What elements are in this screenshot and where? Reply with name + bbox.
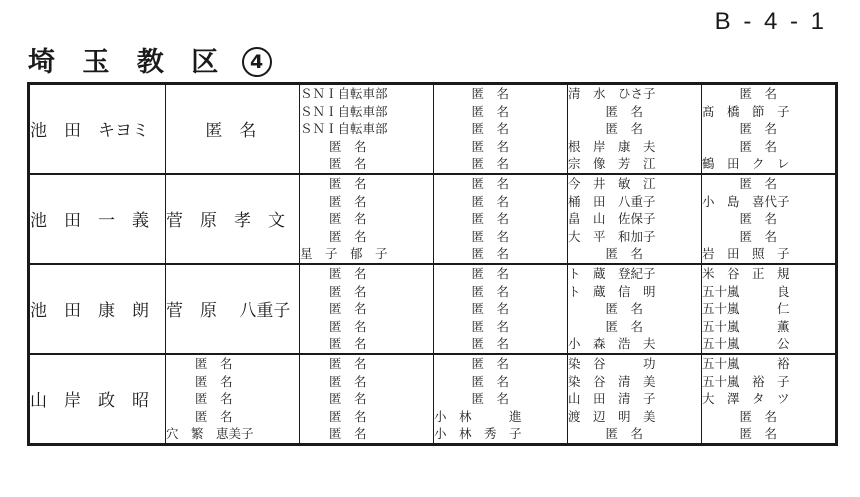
list-item: 桶 田 八重子 <box>568 193 656 209</box>
main-name: 池 田 一 義 <box>30 211 149 232</box>
list-item: 匿 名 <box>434 193 510 209</box>
list-item: 匿 名 <box>434 265 510 281</box>
list-item: 匿 名 <box>434 391 510 407</box>
list-item: 匿 名 <box>300 228 367 244</box>
list-item: 大 平 和加子 <box>568 228 656 244</box>
list-cell <box>702 354 837 444</box>
list-item: 山 田 清 子 <box>568 391 656 407</box>
main-name: 山 岸 政 昭 <box>30 391 149 412</box>
list-item: 匿 名 <box>434 301 510 317</box>
list-item: 匿 名 <box>166 408 233 424</box>
list-item: 匿 名 <box>300 211 367 227</box>
second-name-cell <box>166 174 300 264</box>
list-cell <box>702 264 837 354</box>
list-item: 匿 名 <box>434 175 510 191</box>
list-item: 匿 名 <box>300 373 367 389</box>
list-item: 小 島 喜代子 <box>702 193 790 209</box>
list-cell <box>300 84 434 174</box>
list-item: 匿 名 <box>300 175 367 191</box>
page-code: B - 4 - 1 <box>714 8 827 35</box>
list-item: 匿 名 <box>568 318 644 334</box>
list-item: 小 林 秀 子 <box>434 426 522 442</box>
second-name: 菅 原 孝 文 <box>166 211 285 232</box>
list-item: 匿 名 <box>300 318 367 334</box>
list-item: 匿 名 <box>166 373 233 389</box>
list-item: 匿 名 <box>568 426 644 442</box>
list-cell <box>568 354 702 444</box>
list-item: 匿 名 <box>300 265 367 281</box>
list-item: 五十嵐 公 <box>702 336 790 352</box>
list-item: 匿 名 <box>300 336 367 352</box>
list-item: 大 澤 タ ツ <box>702 391 790 407</box>
list-item: 匿 名 <box>434 283 510 299</box>
list-item: 五十嵐 仁 <box>702 301 790 317</box>
list-cell <box>568 264 702 354</box>
title-text: 埼 玉 教 区 <box>28 47 228 78</box>
donor-table <box>27 82 838 446</box>
list-cell <box>300 174 434 264</box>
list-item: 匿 名 <box>434 228 510 244</box>
list-item: 匿 名 <box>568 121 644 137</box>
list-item: 匿 名 <box>300 426 367 442</box>
main-name: 池 田 康 朗 <box>30 301 149 322</box>
list-item: 匿 名 <box>702 408 778 424</box>
main-name-cell <box>29 174 166 264</box>
list-item: 髙 橋 節 子 <box>702 103 790 119</box>
list-cell <box>434 354 568 444</box>
list-item: 匿 名 <box>300 193 367 209</box>
list-item: 匿 名 <box>702 175 778 191</box>
list-cell <box>702 174 837 264</box>
second-name-cell <box>166 264 300 354</box>
list-item: 五十嵐 薫 <box>702 318 790 334</box>
second-name-cell <box>166 84 300 174</box>
table-row <box>29 354 837 444</box>
list-item: 匿 名 <box>300 301 367 317</box>
list-item: 小 林 進 <box>434 408 522 424</box>
second-name: 匿 名 <box>166 121 257 142</box>
list-item: 匿 名 <box>568 103 644 119</box>
list-item: 星 子 郁 子 <box>300 246 388 262</box>
list-cell <box>300 264 434 354</box>
list-cell <box>702 84 837 174</box>
list-item: ト 蔵 信 明 <box>568 283 656 299</box>
list-item: 匿 名 <box>702 121 778 137</box>
list-item: 匿 名 <box>300 391 367 407</box>
list-item: 匿 名 <box>702 426 778 442</box>
list-item: 匿 名 <box>702 211 778 227</box>
list-item: 匿 名 <box>568 246 644 262</box>
list-item: 五十嵐 裕 <box>702 355 790 371</box>
list-cell <box>434 264 568 354</box>
list-item: 匿 名 <box>300 283 367 299</box>
list-cell <box>434 84 568 174</box>
list-item: 五十嵐 良 <box>702 283 790 299</box>
list-item: ＳＮＩ自転車部 <box>300 86 388 101</box>
list-item: 匿 名 <box>166 355 233 371</box>
list-cell <box>568 84 702 174</box>
list-item: 五十嵐 裕 子 <box>702 373 790 389</box>
table-row <box>29 264 837 354</box>
main-name-cell <box>29 354 166 444</box>
list-item: 匿 名 <box>568 301 644 317</box>
list-item: 鶴 田 ク レ <box>702 156 790 172</box>
list-item: 匿 名 <box>300 138 367 154</box>
main-name: 池 田 キヨミ <box>30 121 149 142</box>
list-item: ＳＮＩ自転車部 <box>300 121 388 137</box>
list-item: 清 水 ひさ子 <box>568 86 656 101</box>
list-item: 匿 名 <box>434 373 510 389</box>
title-number-badge: 4 <box>242 47 272 77</box>
list-item: 匿 名 <box>434 318 510 334</box>
list-item: ト 蔵 登紀子 <box>568 265 656 281</box>
list-item: 匿 名 <box>434 103 510 119</box>
list-item: 匿 名 <box>166 391 233 407</box>
list-item: 渡 辺 明 美 <box>568 408 656 424</box>
list-item: 匿 名 <box>702 86 778 101</box>
list-item: 根 岸 康 夫 <box>568 138 656 154</box>
list-item: 匿 名 <box>434 336 510 352</box>
list-item: 匿 名 <box>434 246 510 262</box>
list-item: 米 谷 正 規 <box>702 265 790 281</box>
list-cell <box>300 354 434 444</box>
list-item: 匿 名 <box>300 408 367 424</box>
list-item: 染 谷 功 <box>568 355 656 371</box>
table-row <box>29 174 837 264</box>
list-cell <box>434 174 568 264</box>
list-item: 匿 名 <box>434 138 510 154</box>
list-item: 匿 名 <box>702 138 778 154</box>
list-cell <box>568 174 702 264</box>
list-item: 宗 像 芳 江 <box>568 156 656 172</box>
list-item: ＳＮＩ自転車部 <box>300 103 388 119</box>
list-item: 匿 名 <box>300 355 367 371</box>
main-name-cell <box>29 264 166 354</box>
main-name-cell <box>29 84 166 174</box>
list-item: 匿 名 <box>434 86 510 101</box>
list-item: 小 森 浩 夫 <box>568 336 656 352</box>
list-item: 匿 名 <box>434 211 510 227</box>
page-title <box>28 40 272 79</box>
list-item: 匿 名 <box>300 156 367 172</box>
list-item: 匿 名 <box>702 228 778 244</box>
second-name: 菅 原 八重子 <box>166 301 291 322</box>
list-item: 今 井 敏 江 <box>568 175 656 191</box>
list-item: 畠 山 佐保子 <box>568 211 656 227</box>
list-item: 岩 田 照 子 <box>702 246 790 262</box>
list-item: 染 谷 清 美 <box>568 373 656 389</box>
list-item: 匿 名 <box>434 355 510 371</box>
list-item: 穴 繁 恵美子 <box>166 426 254 442</box>
table-row <box>29 84 837 174</box>
list-item: 匿 名 <box>434 121 510 137</box>
list-item: 匿 名 <box>434 156 510 172</box>
list-cell <box>166 354 300 444</box>
